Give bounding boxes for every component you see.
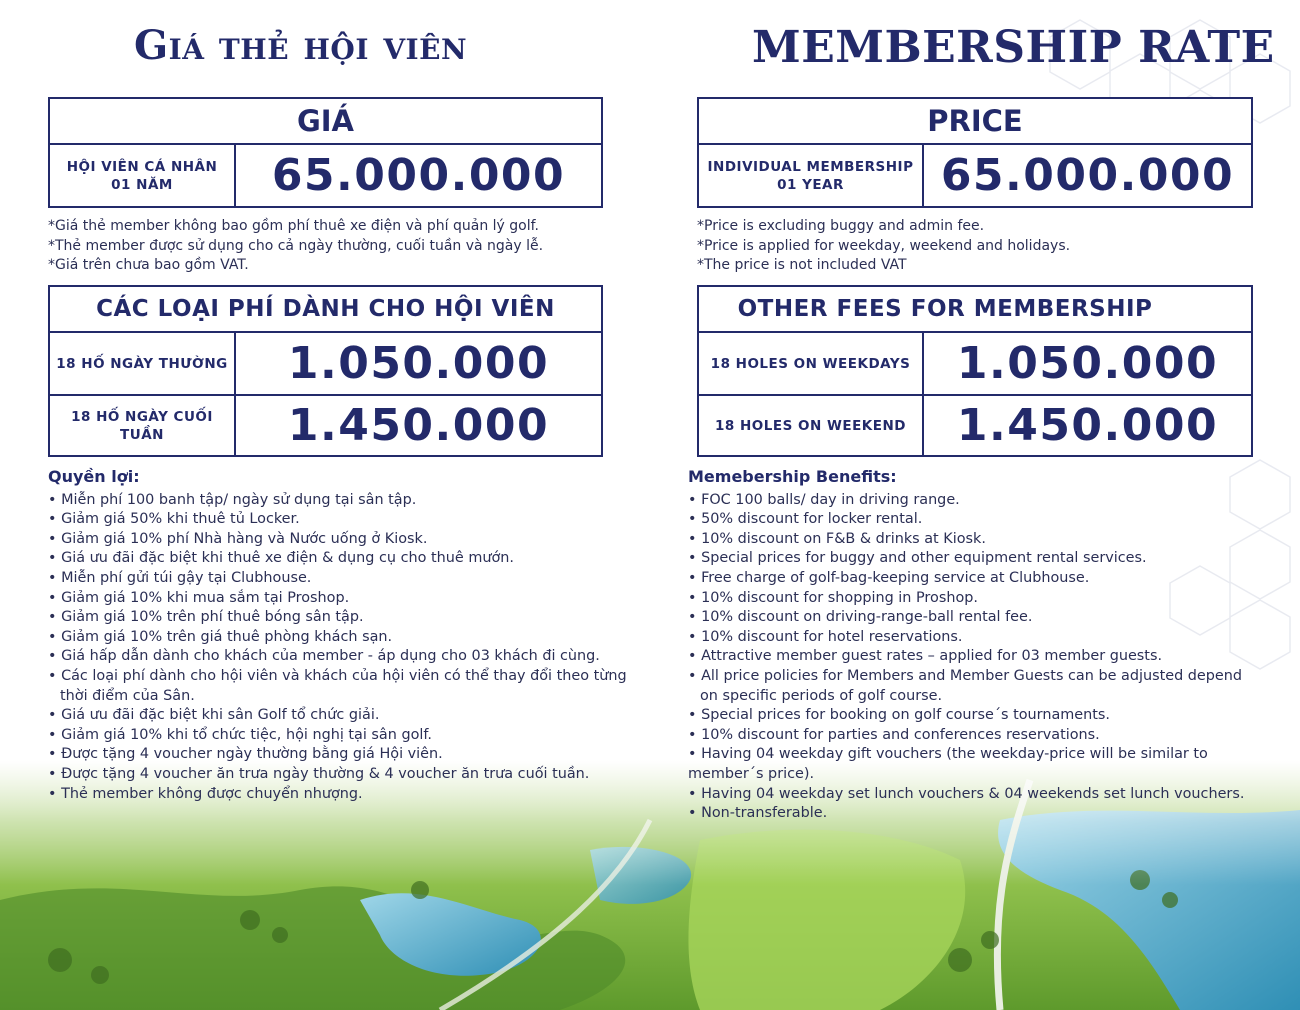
benefit-item: • 50% discount for locker rental. (688, 511, 923, 528)
benefit-item: • Giảm giá 50% khi thuê tủ Locker. (48, 511, 300, 528)
benefit-item: • Giá hấp dẫn dành cho khách của member - áp dụng cho 03 khách đi cùng. (48, 648, 600, 665)
price-table-english (697, 97, 1253, 208)
benefit-item: • Các loại phí dành cho hội viên và khách của hội viên có thể thay đổi theo từng (48, 667, 627, 684)
price-label-line1: HỘI VIÊN CÁ NHÂN (66, 158, 218, 175)
benefit-item: • Having 04 weekday gift vouchers (the weekday-price will be similar to (688, 746, 1208, 763)
fee-value: 1.050.000 (287, 338, 550, 389)
price-label-line2: 01 YEAR (777, 176, 844, 193)
price-note: *Giá thẻ member không bao gồm phí thuê xe điện và phí quản lý golf. (48, 218, 539, 234)
benefit-item: • Giảm giá 10% khi mua sắm tại Proshop. (48, 589, 350, 606)
benefit-item: • All price policies for Members and Member Guests can be adjusted depend (688, 667, 1243, 684)
benefit-item: • Được tặng 4 voucher ngày thường bằng giá Hội viên. (48, 746, 443, 763)
fees-table-vietnamese (48, 285, 603, 457)
benefits-list-vietnamese (48, 467, 627, 804)
fee-value: 1.050.000 (956, 338, 1219, 389)
fee-label: 18 HOLES ON WEEKEND (699, 396, 924, 455)
price-note: *Thẻ member được sử dụng cho cả ngày thường, cuối tuần và ngày lễ. (48, 237, 544, 254)
price-value: 65.000.000 (271, 150, 566, 201)
benefit-item: • Giảm giá 10% trên giá thuê phòng khách sạn. (48, 628, 393, 645)
price-note: *Giá trên chưa bao gồm VAT. (48, 257, 249, 273)
price-table-vietnamese (48, 97, 603, 208)
page-title-english: MEMBERSHIP RATE (752, 22, 1275, 73)
fee-label: 18 HỐ NGÀY THƯỜNG (50, 333, 236, 394)
benefit-item: • Thẻ member không được chuyển nhượng. (48, 785, 363, 802)
benefits-title: Quyền lợi: (48, 467, 140, 486)
price-table-header: GIÁ (50, 99, 601, 145)
fees-table-header: OTHER FEES FOR MEMBERSHIP (699, 287, 1251, 333)
benefits-title: Memebership Benefits: (688, 467, 897, 486)
benefit-item: • Having 04 weekday set lunch vouchers & 04 weekends set lunch vouchers. (688, 785, 1245, 802)
benefit-item: • 10% discount for parties and conferences reservations. (688, 726, 1100, 743)
price-note: *Price is excluding buggy and admin fee. (697, 218, 985, 234)
benefit-item: • Free charge of golf-bag-keeping service at Clubhouse. (688, 569, 1090, 586)
benefit-item: • Special prices for booking on golf course´s tournaments. (688, 707, 1110, 724)
benefit-item-continuation: member´s price). (688, 765, 815, 782)
benefit-item: • Special prices for buggy and other equipment rental services. (688, 550, 1147, 567)
price-value: 65.000.000 (940, 150, 1235, 201)
benefit-item: • Giảm giá 10% khi tổ chức tiệc, hội nghị tại sân golf. (48, 726, 432, 743)
benefits-list-english (688, 467, 1244, 824)
price-table-header: PRICE (699, 99, 1251, 145)
benefit-item: • Giảm giá 10% phí Nhà hàng và Nước uống ở Kiosk. (48, 530, 428, 547)
benefit-item: • Giá ưu đãi đặc biệt khi thuê xe điện & dụng cụ cho thuê mướn. (48, 550, 514, 567)
price-notes-vietnamese (48, 217, 543, 276)
fee-value: 1.450.000 (287, 400, 550, 451)
benefit-item: • Attractive member guest rates – applied for 03 member guests. (688, 648, 1163, 665)
fee-value: 1.450.000 (956, 400, 1219, 451)
benefit-item: • Non-transferable. (688, 805, 828, 822)
page-title-vietnamese: Giá thẻ hội viên (134, 22, 468, 69)
benefit-item: • Miễn phí gửi túi gậy tại Clubhouse. (48, 569, 312, 586)
benefit-item-continuation: thời điểm của Sân. (60, 687, 195, 704)
price-notes-english (697, 217, 1070, 276)
benefit-item: • 10% discount for shopping in Proshop. (688, 589, 978, 606)
fee-label: 18 HOLES ON WEEKDAYS (699, 333, 924, 394)
benefit-item: • Miễn phí 100 banh tập/ ngày sử dụng tại sân tập. (48, 491, 417, 508)
fees-table-english (697, 285, 1253, 457)
price-label (50, 145, 236, 206)
price-note: *The price is not included VAT (697, 257, 907, 273)
price-label-line2: 01 NĂM (111, 176, 173, 193)
benefit-item: • Giá ưu đãi đặc biệt khi sân Golf tổ chức giải. (48, 707, 380, 724)
fees-table-header: CÁC LOẠI PHÍ DÀNH CHO HỘI VIÊN (50, 287, 601, 333)
price-note: *Price is applied for weekday, weekend and holidays. (697, 237, 1071, 254)
benefit-item: • Giảm giá 10% trên phí thuê bóng sân tập. (48, 609, 364, 626)
benefit-item: • 10% discount on driving-range-ball rental fee. (688, 609, 1033, 626)
benefit-item: • 10% discount for hotel reservations. (688, 628, 963, 645)
price-label-line1: INDIVIDUAL MEMBERSHIP (707, 158, 914, 175)
benefit-item-continuation: on specific periods of golf course. (700, 687, 943, 704)
benefit-item: • FOC 100 balls/ day in driving range. (688, 491, 960, 508)
price-label (699, 145, 924, 206)
benefit-item: • 10% discount on F&B & drinks at Kiosk. (688, 530, 986, 547)
benefit-item: • Được tặng 4 voucher ăn trưa ngày thường & 4 voucher ăn trưa cuối tuần. (48, 765, 590, 782)
fee-label: 18 HỐ NGÀY CUỐI TUẦN (50, 396, 236, 455)
